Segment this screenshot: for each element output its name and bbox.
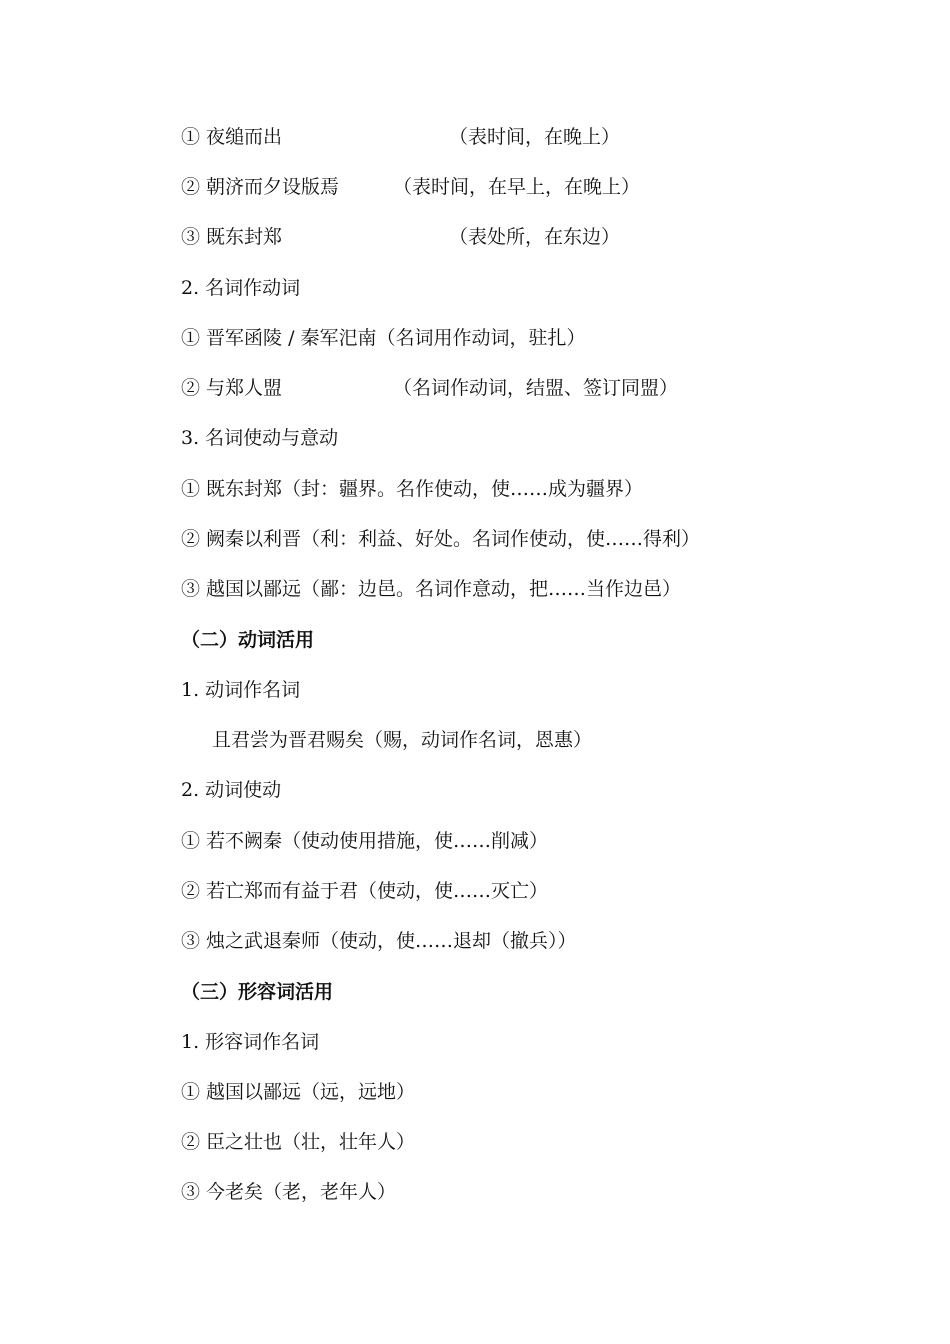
text-line-19: ② 臣之壮也（壮，壮年人） [181,1131,416,1153]
text-line-15: ② 若亡郑而有益于君（使动，使……灭亡） [181,880,549,902]
section-heading: （三）形容词活用 [181,981,334,1003]
subsection-title: 2. 动词使动 [181,779,282,801]
example-sentence: ② 朝济而夕设版焉 [181,176,340,198]
annotation: （表时间，在晚上） [449,126,621,148]
section-heading: （二）动词活用 [181,629,315,651]
text-line-16: ③ 烛之武退秦师（使动，使……退却（撤兵）） [181,930,577,952]
text-line-12: 且君尝为晋君赐矣（赐，动词作名词，恩惠） [212,729,593,751]
example-sentence: ② 与郑人盟 [181,377,283,399]
annotation: （表时间，在早上，在晚上） [393,176,641,198]
text-line-3 [181,222,621,252]
text-line-2 [181,172,641,202]
subsection-title: 3. 名词使动与意动 [181,427,339,449]
text-line-14: ① 若不阙秦（使动使用措施，使……削减） [181,830,549,852]
subsection-title: 1. 动词作名词 [181,679,301,701]
text-line-6 [181,373,679,403]
example-sentence: ③ 既东封郑 [181,226,283,248]
text-line-18: ① 越国以鄙远（远，远地） [181,1081,416,1103]
text-line-9: ② 阙秦以利晋（利：利益、好处。名词作使动，使……得利） [181,528,701,550]
text-line-8: ① 既东封郑（封：疆界。名作使动，使……成为疆界） [181,478,644,500]
text-line-5: ① 晋军函陵 / 秦军汜南（名词用作动词，驻扎） [181,327,586,349]
text-line-10: ③ 越国以鄙远（鄙：边邑。名词作意动，把……当作边邑） [181,578,682,600]
text-line-1 [181,122,621,152]
annotation: （表处所，在东边） [449,226,621,248]
text-line-20: ③ 今老矣（老，老年人） [181,1181,397,1203]
annotation: （名词作动词，结盟、签订同盟） [393,377,679,399]
subsection-title: 1. 形容词作名词 [181,1031,320,1053]
subsection-title: 2. 名词作动词 [181,277,301,299]
example-sentence: ① 夜缒而出 [181,126,283,148]
